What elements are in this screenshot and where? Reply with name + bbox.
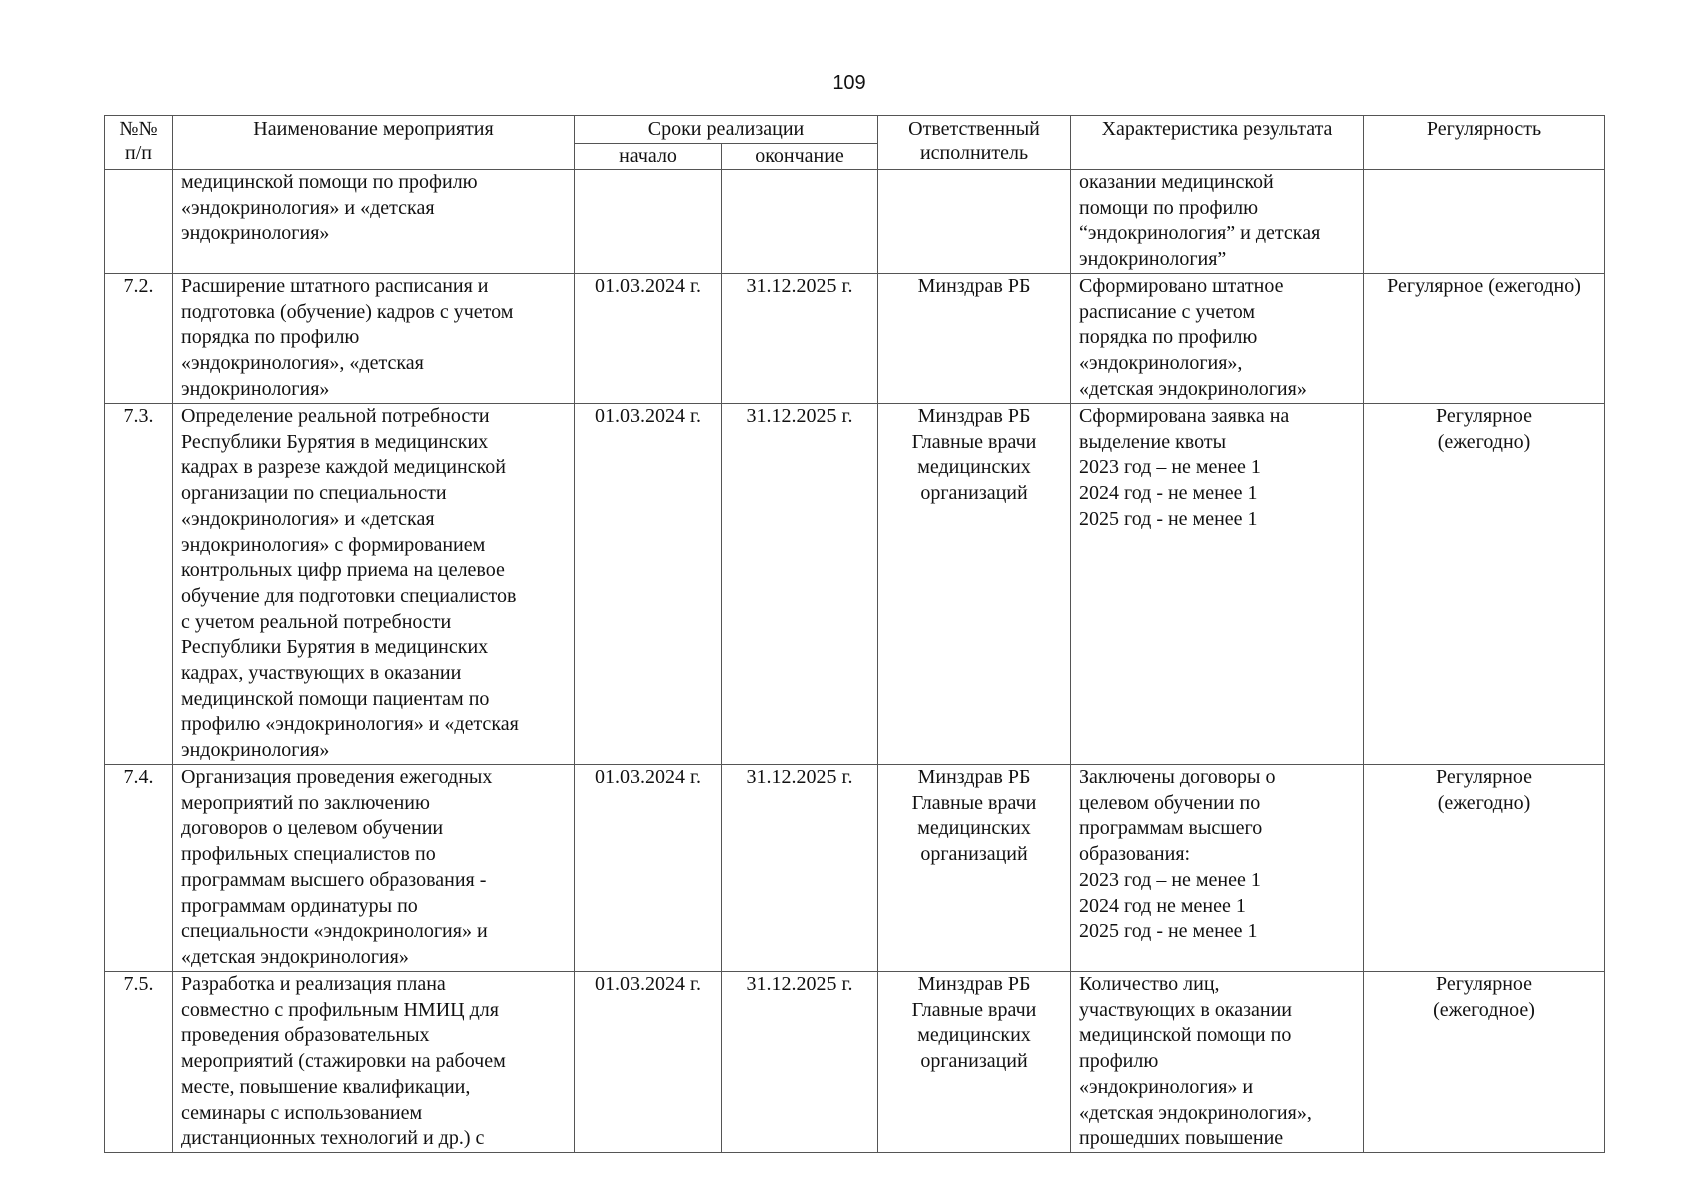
page-number: 109 bbox=[832, 72, 866, 94]
row-result: оказании медицинской помощи по профилю “эндокринология” и детская эндокринология” bbox=[1071, 170, 1364, 274]
row-regularity: Регулярное (ежегодно) bbox=[1364, 404, 1605, 765]
row-number: 7.3. bbox=[105, 404, 173, 765]
row-result: Сформирована заявка на выделение квоты 2023 год – не менее 1 2024 год - не менее 1 2025 год - не менее 1 bbox=[1071, 404, 1364, 765]
row-number: 7.4. bbox=[105, 765, 173, 972]
row-responsible bbox=[878, 170, 1071, 274]
header-end: окончание bbox=[722, 144, 878, 170]
table-row bbox=[105, 274, 1605, 404]
row-start-date: 01.03.2024 г. bbox=[575, 404, 722, 765]
row-responsible: Минздрав РБ Главные врачи медицинских организаций bbox=[878, 972, 1071, 1153]
row-regularity: Регулярное (ежегодно) bbox=[1364, 274, 1605, 404]
table-row bbox=[105, 972, 1605, 1153]
row-end-date: 31.12.2025 г. bbox=[722, 274, 878, 404]
row-end-date: 31.12.2025 г. bbox=[722, 765, 878, 972]
row-activity-name: медицинской помощи по профилю «эндокринология» и «детская эндокринология» bbox=[173, 170, 575, 274]
header-number: №№ п/п bbox=[105, 116, 173, 170]
row-responsible: Минздрав РБ Главные врачи медицинских организаций bbox=[878, 404, 1071, 765]
row-number: 7.2. bbox=[105, 274, 173, 404]
row-activity-name: Организация проведения ежегодных мероприятий по заключению договоров о целевом обучении профильных специалистов по программам высшего образования - программам ординатуры по специальности «эндокринология» и «детская эндокринология» bbox=[173, 765, 575, 972]
row-regularity bbox=[1364, 170, 1605, 274]
row-end-date: 31.12.2025 г. bbox=[722, 404, 878, 765]
row-activity-name: Определение реальной потребности Республики Бурятия в медицинских кадрах в разрезе каждой медицинской организации по специальности «эндокринология» и «детская эндокринология» с формированием контрольных цифр приема на целевое обучение для подготовки специалистов с учетом реальной потребности Республики Бурятия в медицинских кадрах, участвующих в оказании медицинской помощи пациентам по профилю «эндокринология» и «детская эндокринология» bbox=[173, 404, 575, 765]
row-start-date bbox=[575, 170, 722, 274]
row-start-date: 01.03.2024 г. bbox=[575, 765, 722, 972]
row-result: Сформировано штатное расписание с учетом порядка по профилю «эндокринология», «детская эндокринология» bbox=[1071, 274, 1364, 404]
row-start-date: 01.03.2024 г. bbox=[575, 972, 722, 1153]
plan-table bbox=[104, 115, 1605, 1153]
row-number bbox=[105, 170, 173, 274]
row-responsible: Минздрав РБ bbox=[878, 274, 1071, 404]
row-result: Заключены договоры о целевом обучении по программам высшего образования: 2023 год – не менее 1 2024 год не менее 1 2025 год - не менее 1 bbox=[1071, 765, 1364, 972]
row-regularity: Регулярное (ежегодное) bbox=[1364, 972, 1605, 1153]
row-number: 7.5. bbox=[105, 972, 173, 1153]
header-activity-name: Наименование мероприятия bbox=[173, 116, 575, 170]
row-end-date: 31.12.2025 г. bbox=[722, 972, 878, 1153]
row-end-date bbox=[722, 170, 878, 274]
row-regularity: Регулярное (ежегодно) bbox=[1364, 765, 1605, 972]
row-activity-name: Разработка и реализация плана совместно с профильным НМИЦ для проведения образовательных мероприятий (стажировки на рабочем месте, повышение квалификации, семинары с использованием дистанционных технологий и др.) с bbox=[173, 972, 575, 1153]
table-header bbox=[105, 116, 1605, 170]
row-result: Количество лиц, участвующих в оказании медицинской помощи по профилю «эндокринология» и «детская эндокринология», прошедших повышение bbox=[1071, 972, 1364, 1153]
table-row bbox=[105, 170, 1605, 274]
header-responsible: Ответственный исполнитель bbox=[878, 116, 1071, 170]
table-row bbox=[105, 765, 1605, 972]
row-activity-name: Расширение штатного расписания и подготовка (обучение) кадров с учетом порядка по профилю «эндокринология», «детская эндокринология» bbox=[173, 274, 575, 404]
row-responsible: Минздрав РБ Главные врачи медицинских организаций bbox=[878, 765, 1071, 972]
header-start: начало bbox=[575, 144, 722, 170]
row-start-date: 01.03.2024 г. bbox=[575, 274, 722, 404]
header-regularity: Регулярность bbox=[1364, 116, 1605, 170]
table-row bbox=[105, 404, 1605, 765]
header-result: Характеристика результата bbox=[1071, 116, 1364, 170]
header-implementation-period: Сроки реализации bbox=[575, 116, 878, 144]
